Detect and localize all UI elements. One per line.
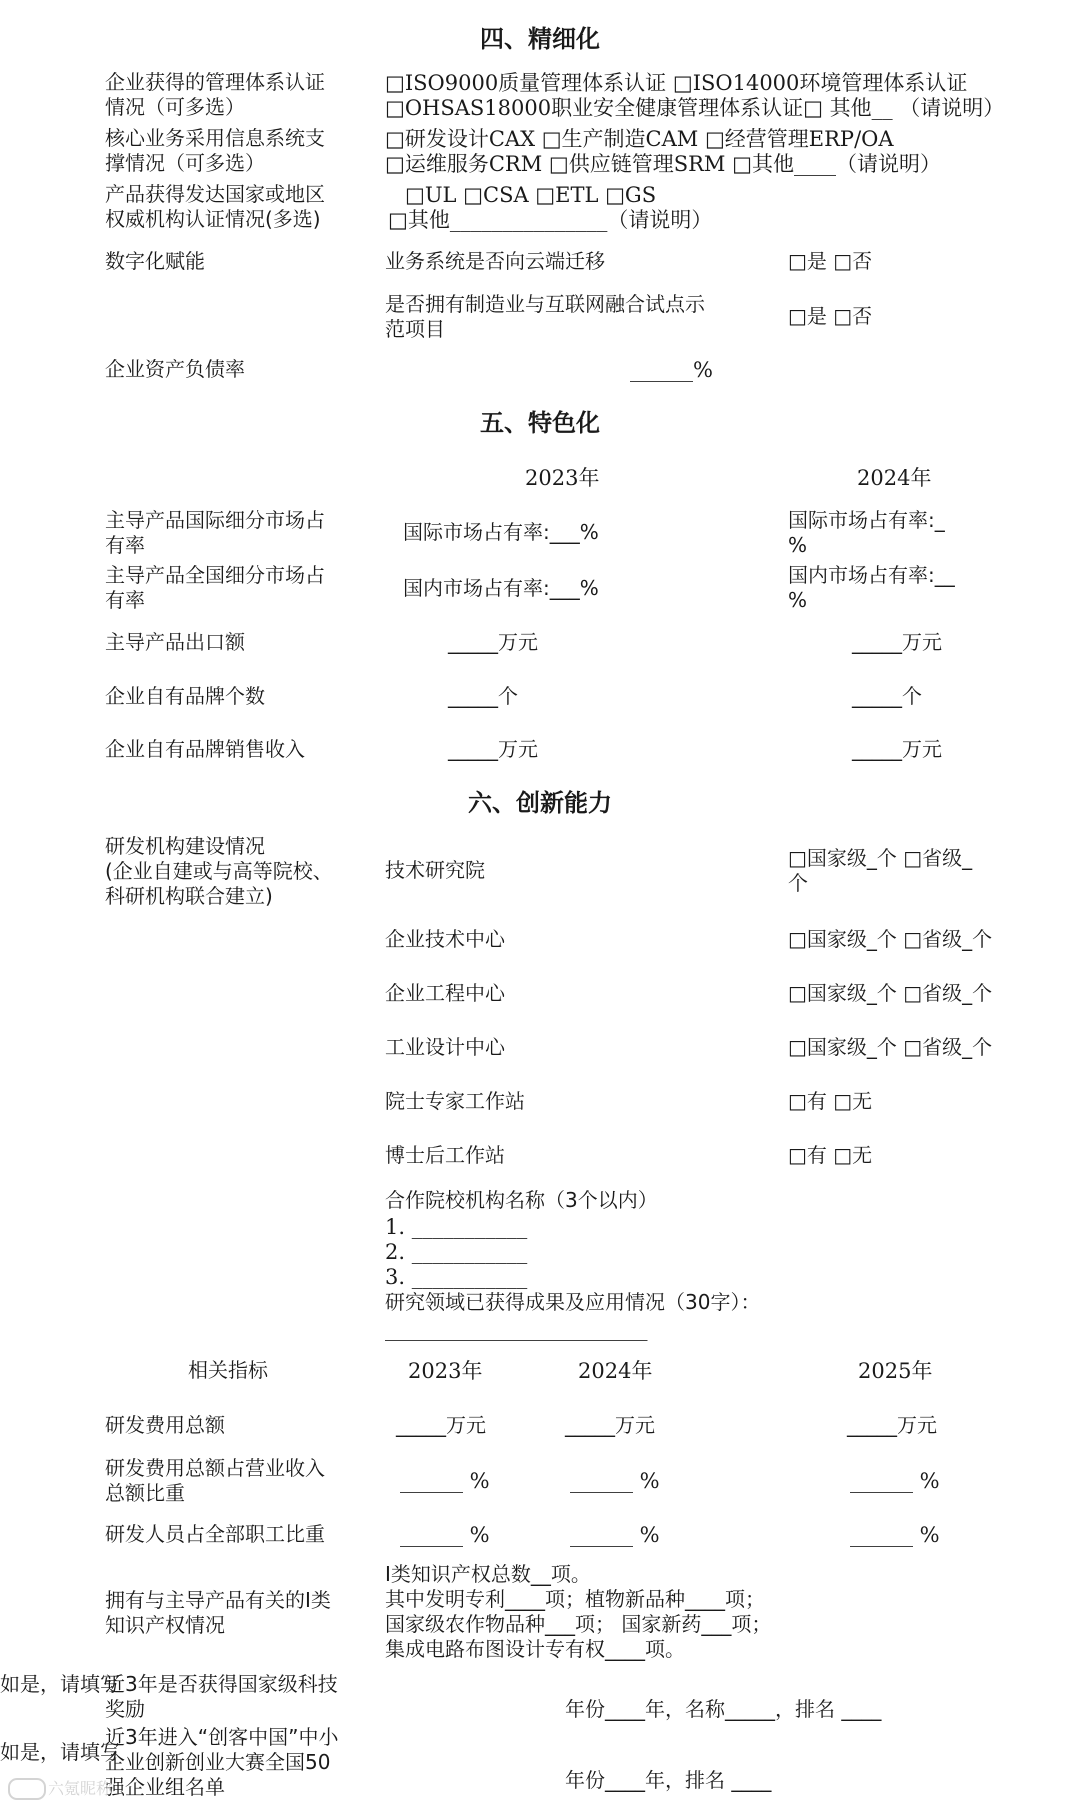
cert-options-line2[interactable]: □OHSAS18000职业安全健康管理体系认证□ 其他__ （请说明） [385,96,1005,120]
inst-opt-design-center[interactable]: □国家级_个 □省级_个 [788,1035,993,1059]
label-ip: 拥有与主导产品有关的I类 知识产权情况 [105,1588,331,1637]
ind-col-2023: 2023年 [408,1359,483,1383]
watermark-text: 六氪昵称 [48,1779,113,1798]
label-info-system: 核心业务采用信息系统支 撑情况（可多选） [105,126,325,175]
label-rd-staff: 研发人员占全部职工比重 [105,1522,325,1546]
coop-field-2[interactable]: 2. ___________ [385,1240,528,1264]
rd-expense-2023[interactable]: _____万元 [396,1413,486,1437]
inst-opt-eng-center[interactable]: □国家级_个 □省级_个 [788,981,993,1005]
product-cert-line2[interactable]: □其他_______________（请说明） [388,208,713,232]
research-field[interactable]: _________________________ [385,1317,648,1341]
indicator-header: 相关指标 [188,1358,268,1382]
coop-title: 合作院校机构名称（3个以内） [385,1188,658,1212]
award-field[interactable]: 年份____年，名称_____，排名 ____ [565,1697,882,1721]
inst-opt-postdoc[interactable]: □有 □无 [788,1143,873,1167]
rd-staff-2024[interactable]: ______ % [570,1523,660,1547]
product-cert-line1[interactable]: □UL □CSA □ETL □GS [405,183,657,207]
rd-staff-2023[interactable]: ______ % [400,1523,490,1547]
label-management-cert: 企业获得的管理体系认证 情况（可多选） [105,70,325,119]
inst-name-design-center: 工业设计中心 [385,1035,505,1059]
label-brand-revenue: 企业自有品牌销售收入 [105,737,305,761]
inst-name-academician: 院士专家工作站 [385,1089,525,1113]
rd-ratio-2025[interactable]: ______ % [850,1469,940,1493]
label-product-cert: 产品获得发达国家或地区 权威机构认证情况(多选) [105,182,325,231]
rd-ratio-2023[interactable]: ______ % [400,1469,490,1493]
inst-opt-tech-center[interactable]: □国家级_个 □省级_个 [788,927,993,951]
question-pilot: 是否拥有制造业与互联网融合试点示 范项目 [385,292,705,341]
label-award: 近3年是否获得国家级科技 奖励 [105,1672,338,1721]
col-2023: 2023年 [525,466,600,490]
info-system-line2[interactable]: □运维服务CRM □供应链管理SRM □其他____（请说明） [385,152,941,176]
label-debt-ratio: 企业资产负债率 [105,357,245,381]
label-domestic-share: 主导产品全国细分市场占 有率 [105,563,325,612]
domestic-share-2023[interactable]: 国内市场占有率:___% [403,576,599,600]
inst-opt-research-institute[interactable]: □国家级_个 □省级_ 个 [788,846,973,895]
label-rd-ratio: 研发费用总额占营业收入 总额比重 [105,1456,325,1505]
watermark-icon [8,1778,46,1800]
coop-field-3[interactable]: 3. ___________ [385,1265,528,1289]
brand-count-2024[interactable]: _____个 [852,684,922,708]
label-rd-expense: 研发费用总额 [105,1413,225,1437]
inst-name-postdoc: 博士后工作站 [385,1143,505,1167]
label-brand-count: 企业自有品牌个数 [105,684,265,708]
debt-ratio-field[interactable]: ______% [630,358,713,382]
export-2023[interactable]: _____万元 [448,630,538,654]
intl-share-2023[interactable]: 国际市场占有率:___% [403,520,599,544]
coop-field-1[interactable]: 1. ___________ [385,1215,528,1239]
intl-share-2024[interactable]: 国际市场占有率:_ % [788,508,945,557]
rd-expense-2024[interactable]: _____万元 [565,1413,655,1437]
ind-col-2024: 2024年 [578,1359,653,1383]
ip-details[interactable]: I类知识产权总数__项。 其中发明专利____项；植物新品种____项； 国家级农作物品种___项； 国家新药___项； 集成电路布图设计专有权____项。 [385,1562,772,1661]
cert-options-line1[interactable]: □ISO9000质量管理体系认证 □ISO14000环境管理体系认证 [385,71,968,95]
brand-count-2023[interactable]: _____个 [448,684,518,708]
label-intl-share: 主导产品国际细分市场占 有率 [105,508,325,557]
col-2024: 2024年 [857,466,932,490]
pilot-options[interactable]: □是 □否 [788,304,873,328]
rd-expense-2025[interactable]: _____万元 [847,1413,937,1437]
cloud-options[interactable]: □是 □否 [788,249,873,273]
export-2024[interactable]: _____万元 [852,630,942,654]
inst-name-tech-center: 企业技术中心 [385,927,505,951]
rd-staff-2025[interactable]: ______ % [850,1523,940,1547]
brand-revenue-2024[interactable]: _____万元 [852,737,942,761]
section-title-4: 四、精细化 [480,25,600,53]
rd-ratio-2024[interactable]: ______ % [570,1469,660,1493]
section-title-6: 六、创新能力 [468,789,612,817]
info-system-line1[interactable]: □研发设计CAX □生产制造CAM □经营管理ERP/OA [385,127,894,151]
label-contest: 近3年进入“创客中国”中小 企业创新创业大赛全国50 强企业组名单 [105,1725,339,1799]
question-cloud: 业务系统是否向云端迁移 [385,249,605,273]
inst-name-research-institute: 技术研究院 [385,858,485,882]
label-rd-institutions: 研发机构建设情况 (企业自建或与高等院校、 科研机构联合建立) [105,834,333,908]
inst-name-eng-center: 企业工程中心 [385,981,505,1005]
inst-opt-academician[interactable]: □有 □无 [788,1089,873,1113]
research-prompt: 研究领域已获得成果及应用情况（30字）： [385,1290,761,1314]
side-note-contest: 如是，请填写 [0,1740,120,1764]
brand-revenue-2023[interactable]: _____万元 [448,737,538,761]
contest-field[interactable]: 年份____年，排名 ____ [565,1768,772,1792]
ind-col-2025: 2025年 [858,1359,933,1383]
side-note-award: 如是，请填写 [0,1672,120,1696]
section-title-5: 五、特色化 [480,409,600,437]
label-digital: 数字化赋能 [105,249,205,273]
label-export: 主导产品出口额 [105,630,245,654]
domestic-share-2024[interactable]: 国内市场占有率:__ % [788,563,955,612]
